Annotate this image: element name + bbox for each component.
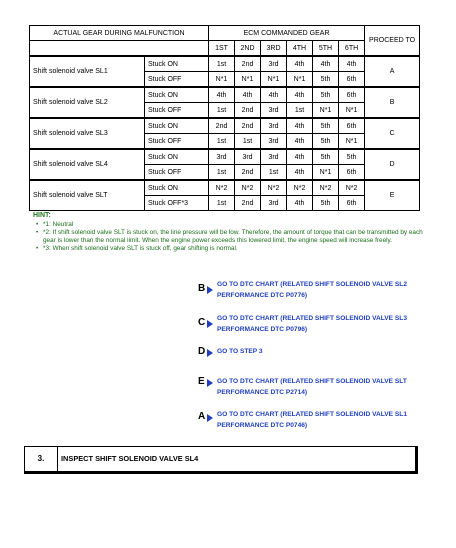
- gear-cell: 3rd: [209, 149, 235, 165]
- goto-d[interactable]: [198, 347, 418, 358]
- gear-cell: 5th: [339, 149, 365, 165]
- condition-cell: Stuck OFF: [145, 103, 209, 119]
- arrow-right-icon: [207, 286, 213, 294]
- arrow-right-icon: [207, 379, 213, 387]
- condition-cell: Stuck OFF: [145, 134, 209, 150]
- valve-name-cell: Shift solenoid valve SL2: [30, 87, 145, 118]
- result-letter: D: [198, 346, 206, 357]
- gear-cell: N*2: [339, 180, 365, 196]
- goto-link[interactable]: GO TO DTC CHART (RELATED SHIFT SOLENOID VALVE SL3 PERFORMANCE DTC P0796): [217, 315, 408, 333]
- proceed-to-cell: D: [365, 149, 420, 180]
- gear-cell: 6th: [339, 72, 365, 88]
- gear-cell: 5th: [313, 134, 339, 150]
- condition-cell: Stuck OFF: [145, 72, 209, 88]
- condition-cell: Stuck OFF*3: [145, 196, 209, 211]
- header-proceed-to: PROCEED TO: [365, 26, 420, 57]
- hint-list: [33, 221, 423, 253]
- gear-cell: 4th: [287, 118, 313, 134]
- arrow-right-icon: [207, 349, 213, 357]
- table-row: [30, 87, 420, 103]
- step-title: INSPECT SHIFT SOLENOID VALVE SL4: [61, 454, 199, 463]
- goto-link[interactable]: GO TO DTC CHART (RELATED SHIFT SOLENOID VALVE SL2 PERFORMANCE DTC P0776): [217, 281, 408, 299]
- gear-cell: 4th: [313, 56, 339, 72]
- gear-cell: 2nd: [235, 118, 261, 134]
- gear-cell: 2nd: [235, 103, 261, 119]
- gear-cell: 3rd: [261, 149, 287, 165]
- gear-cell: 5th: [313, 72, 339, 88]
- goto-link[interactable]: GO TO DTC CHART (RELATED SHIFT SOLENOID VALVE SLT PERFORMANCE DTC P2714): [217, 378, 407, 396]
- gear-cell: N*2: [235, 180, 261, 196]
- gear-cell: 4th: [235, 87, 261, 103]
- gear-cell: 4th: [287, 149, 313, 165]
- header-row: [30, 26, 420, 41]
- gear-cell: N*1: [287, 72, 313, 88]
- gear-cell: 1st: [261, 165, 287, 181]
- header-gear-1st: 1ST: [209, 41, 235, 57]
- gear-cell: 1st: [209, 103, 235, 119]
- gear-cell: 3rd: [261, 196, 287, 211]
- gear-cell: 6th: [339, 87, 365, 103]
- valve-name-cell: Shift solenoid valve SL3: [30, 118, 145, 149]
- gear-cell: 6th: [339, 196, 365, 211]
- table-row: [30, 180, 420, 196]
- gear-cell: 4th: [287, 165, 313, 181]
- gear-cell: 3rd: [261, 56, 287, 72]
- hint-item: • *3: When shift solenoid valve SLT is stuck off, gear shifting is normal.: [43, 245, 423, 253]
- gear-cell: 2nd: [209, 118, 235, 134]
- malfunction-table: [29, 25, 420, 211]
- goto-e[interactable]: [198, 377, 418, 398]
- valve-name-cell: Shift solenoid valve SL1: [30, 56, 145, 87]
- gear-cell: 4th: [339, 56, 365, 72]
- gear-cell: 3rd: [261, 134, 287, 150]
- hint-section: [33, 212, 423, 253]
- result-letter: C: [198, 317, 206, 328]
- valve-name-cell: Shift solenoid valve SL4: [30, 149, 145, 180]
- header-actual-gear: ACTUAL GEAR DURING MALFUNCTION: [30, 26, 209, 41]
- table-row: [30, 118, 420, 134]
- gear-cell: 2nd: [235, 165, 261, 181]
- condition-cell: Stuck ON: [145, 180, 209, 196]
- gear-cell: N*1: [339, 103, 365, 119]
- gear-cell: 1st: [209, 56, 235, 72]
- proceed-to-cell: C: [365, 118, 420, 149]
- step-number: 3.: [25, 447, 58, 471]
- header-gear-5th: 5TH: [313, 41, 339, 57]
- proceed-to-cell: B: [365, 87, 420, 118]
- hint-item: • *2: If shift solenoid valve SLT is stuck on, the line pressure will be low. Therefore, the amount of torque that can be transmitted by each gear is lower than the normal limit. When the engine power exceeds this lowered limit, the engine speed will increase freely.: [43, 229, 423, 245]
- goto-a[interactable]: [198, 410, 418, 431]
- gear-cell: 4th: [287, 56, 313, 72]
- gear-cell: N*1: [235, 72, 261, 88]
- goto-link[interactable]: GO TO DTC CHART (RELATED SHIFT SOLENOID VALVE SL1 PERFORMANCE DTC P0746): [217, 411, 408, 429]
- result-letter: E: [198, 376, 205, 387]
- gear-cell: N*1: [339, 134, 365, 150]
- gear-cell: N*2: [261, 180, 287, 196]
- gear-cell: 1st: [209, 134, 235, 150]
- gear-cell: 1st: [209, 196, 235, 211]
- header-gear-2nd: 2ND: [235, 41, 261, 57]
- result-letter: A: [198, 411, 206, 422]
- gear-cell: N*1: [313, 165, 339, 181]
- arrow-right-icon: [207, 320, 213, 328]
- table-row: [30, 149, 420, 165]
- proceed-to-cell: E: [365, 180, 420, 211]
- condition-cell: Stuck OFF: [145, 165, 209, 181]
- condition-cell: Stuck ON: [145, 118, 209, 134]
- valve-name-cell: Shift solenoid valve SLT: [30, 180, 145, 211]
- gear-cell: 5th: [313, 118, 339, 134]
- arrow-right-icon: [207, 414, 213, 422]
- gear-cell: 1st: [287, 103, 313, 119]
- gear-cell: 3rd: [261, 118, 287, 134]
- condition-cell: Stuck ON: [145, 149, 209, 165]
- gear-cell: N*2: [313, 180, 339, 196]
- gear-cell: 3rd: [235, 149, 261, 165]
- header-gear-3rd: 3RD: [261, 41, 287, 57]
- gear-cell: 2nd: [235, 56, 261, 72]
- gear-cell: N*2: [209, 180, 235, 196]
- gear-cell: 3rd: [261, 103, 287, 119]
- hint-item: • *1: Neutral: [43, 221, 423, 229]
- header-ecm-gear: ECM COMMANDED GEAR: [209, 26, 365, 41]
- gear-cell: N*2: [287, 180, 313, 196]
- gear-cell: 6th: [339, 165, 365, 181]
- table-row: [30, 56, 420, 72]
- header-gear-4th: 4TH: [287, 41, 313, 57]
- goto-c[interactable]: [198, 314, 418, 335]
- gear-cell: N*1: [209, 72, 235, 88]
- goto-b[interactable]: [198, 280, 418, 301]
- gear-cell: N*1: [261, 72, 287, 88]
- proceed-to-cell: A: [365, 56, 420, 87]
- hint-title: HINT:: [33, 212, 51, 219]
- gear-cell: N*1: [313, 103, 339, 119]
- gear-cell: 2nd: [235, 196, 261, 211]
- result-letter: B: [198, 283, 206, 294]
- gear-cell: 5th: [313, 149, 339, 165]
- gear-cell: 6th: [339, 118, 365, 134]
- goto-link[interactable]: GO TO STEP 3: [217, 348, 263, 355]
- step-heading: [24, 446, 418, 474]
- gear-cell: 4th: [287, 87, 313, 103]
- header-blank-cell: [30, 41, 209, 57]
- subheader-row: [30, 41, 420, 57]
- condition-cell: Stuck ON: [145, 87, 209, 103]
- gear-cell: 1st: [209, 165, 235, 181]
- gear-cell: 4th: [287, 134, 313, 150]
- gear-cell: 4th: [209, 87, 235, 103]
- gear-cell: 5th: [313, 87, 339, 103]
- condition-cell: Stuck ON: [145, 56, 209, 72]
- header-gear-6th: 6TH: [339, 41, 365, 57]
- gear-cell: 5th: [313, 196, 339, 211]
- gear-cell: 1st: [235, 134, 261, 150]
- gear-cell: 4th: [287, 196, 313, 211]
- gear-cell: 4th: [261, 87, 287, 103]
